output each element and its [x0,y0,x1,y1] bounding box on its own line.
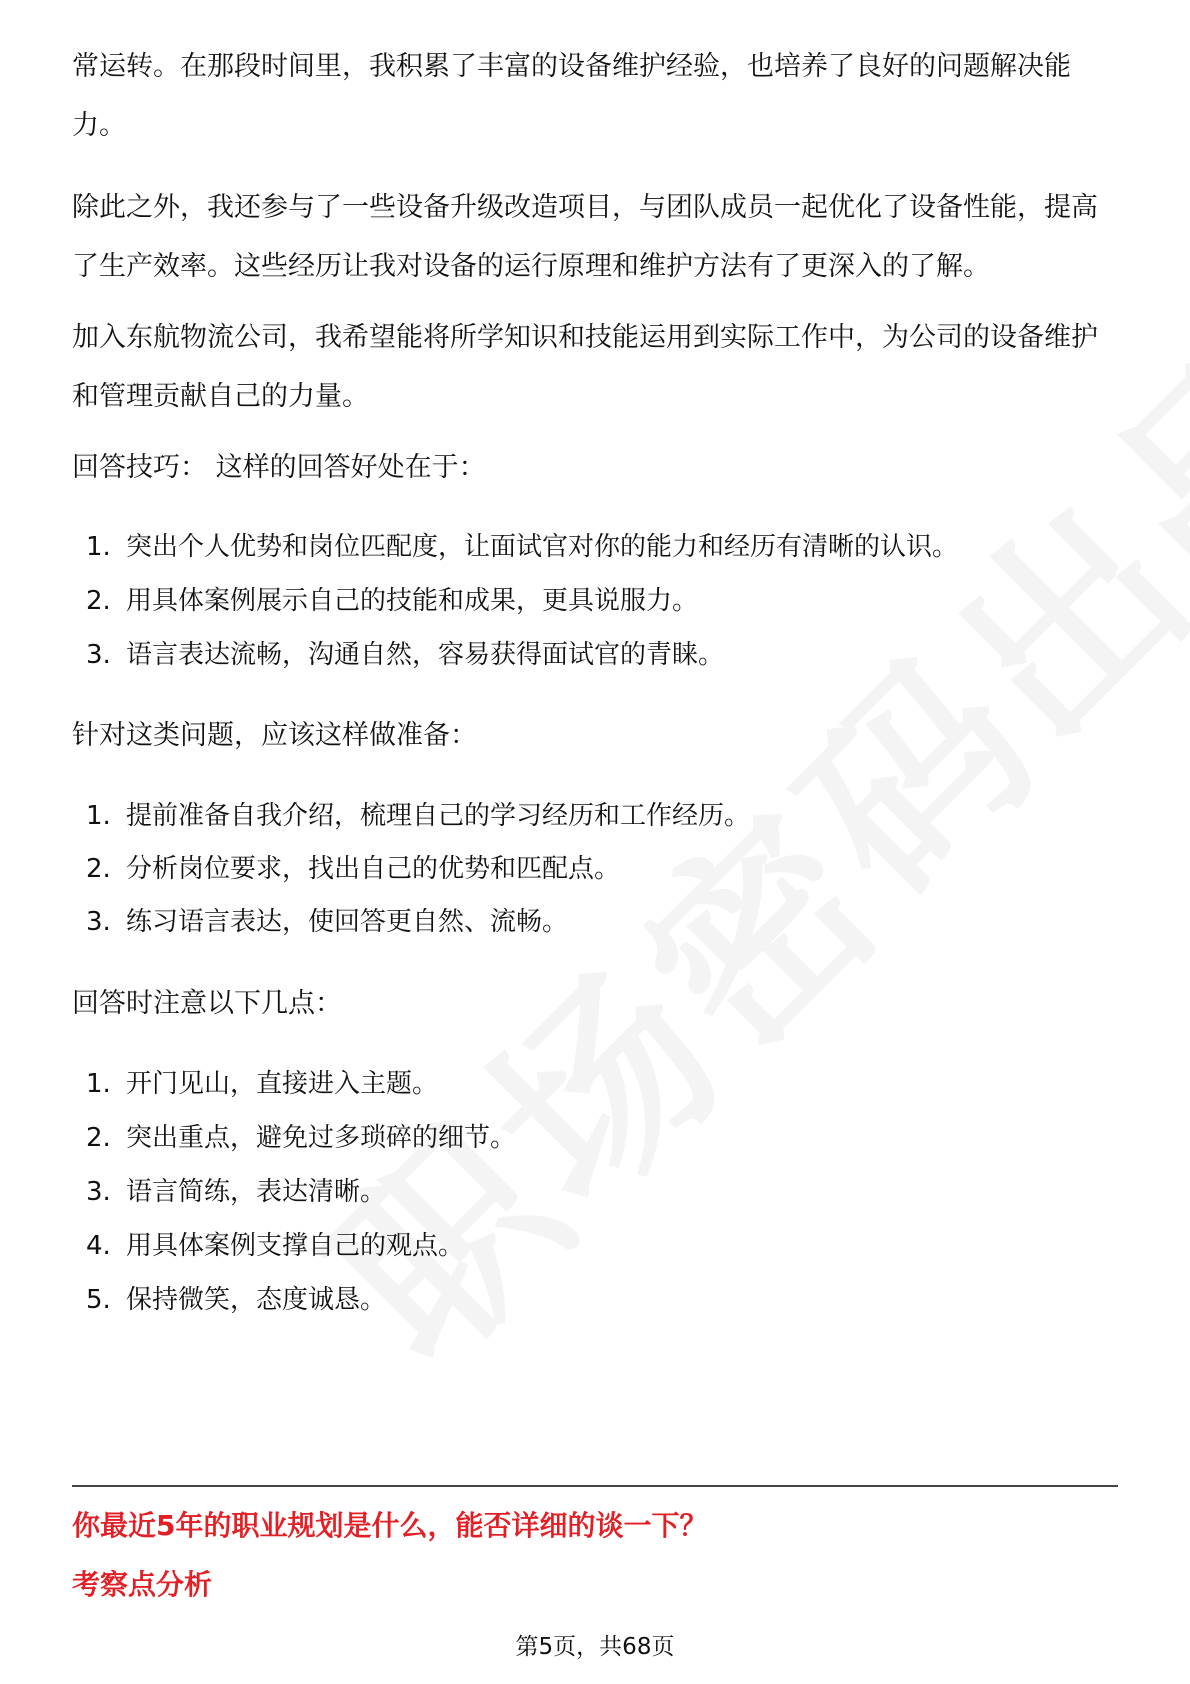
list-text: 语言表达流畅，沟通自然，容易获得面试官的青睐。 [126,640,725,670]
tips-heading: 回答技巧： 这样的回答好处在于： [72,452,486,483]
list-text: 提前准备自我介绍，梳理自己的学习经历和工作经历。 [126,801,751,831]
paragraph-upgrade-projects: 除此之外，我还参与了一些设备升级改造项目，与团队成员一起优化了设备性能，提高了生产效率。这些经历让我对设备的运行原理和维护方法有了更深入的了解。 [72,192,1098,282]
next-question-heading: 你最近5年的职业规划是什么，能否详细的谈一下？ [72,1509,708,1542]
list-item [86,1280,386,1320]
list-item [86,1172,386,1212]
list-number: 5. [86,1285,111,1315]
list-text: 保持微笑，态度诚恳。 [126,1285,387,1315]
list-number: 1. [86,1069,111,1099]
list-item [86,849,620,889]
list-number: 2. [86,854,111,884]
list-item [86,527,958,567]
list-item [86,796,750,836]
list-text: 开门见山，直接进入主题。 [126,1069,439,1099]
list-text: 用具体案例展示自己的技能和成果，更具说服力。 [126,586,699,616]
list-number: 3. [86,907,111,937]
list-number: 2. [86,586,111,616]
list-item [86,1064,438,1104]
paragraph-join-company: 加入东航物流公司，我希望能将所学知识和技能运用到实际工作中，为公司的设备维护和管理贡献自己的力量。 [72,322,1098,412]
list-item [86,581,698,621]
prep-heading: 针对这类问题，应该这样做准备： [72,720,477,751]
list-number: 3. [86,640,111,670]
list-number: 1. [86,532,111,562]
notes-heading: 回答时注意以下几点： [72,988,342,1019]
list-item [86,1118,516,1158]
paragraph-maintenance-experience: 常运转。在那段时间里，我积累了丰富的设备维护经验，也培养了良好的问题解决能力。 [72,51,1071,141]
list-number: 1. [86,801,111,831]
analysis-heading: 考察点分析 [72,1568,213,1601]
list-text: 练习语言表达，使回答更自然、流畅。 [126,907,569,937]
list-item [86,902,568,942]
list-text: 突出重点，避免过多琐碎的细节。 [126,1123,517,1153]
list-item [86,1226,464,1266]
list-item [86,635,724,675]
list-number: 3. [86,1177,111,1207]
list-text: 分析岗位要求，找出自己的优势和匹配点。 [126,854,621,884]
list-text: 突出个人优势和岗位匹配度，让面试官对你的能力和经历有清晰的认识。 [126,532,959,562]
page-number-footer: 第5页，共68页 [515,1634,675,1660]
section-divider [72,1485,1118,1487]
list-text: 语言简练，表达清晰。 [126,1177,387,1207]
list-number: 2. [86,1123,111,1153]
list-number: 4. [86,1231,111,1261]
list-text: 用具体案例支撑自己的观点。 [126,1231,465,1261]
